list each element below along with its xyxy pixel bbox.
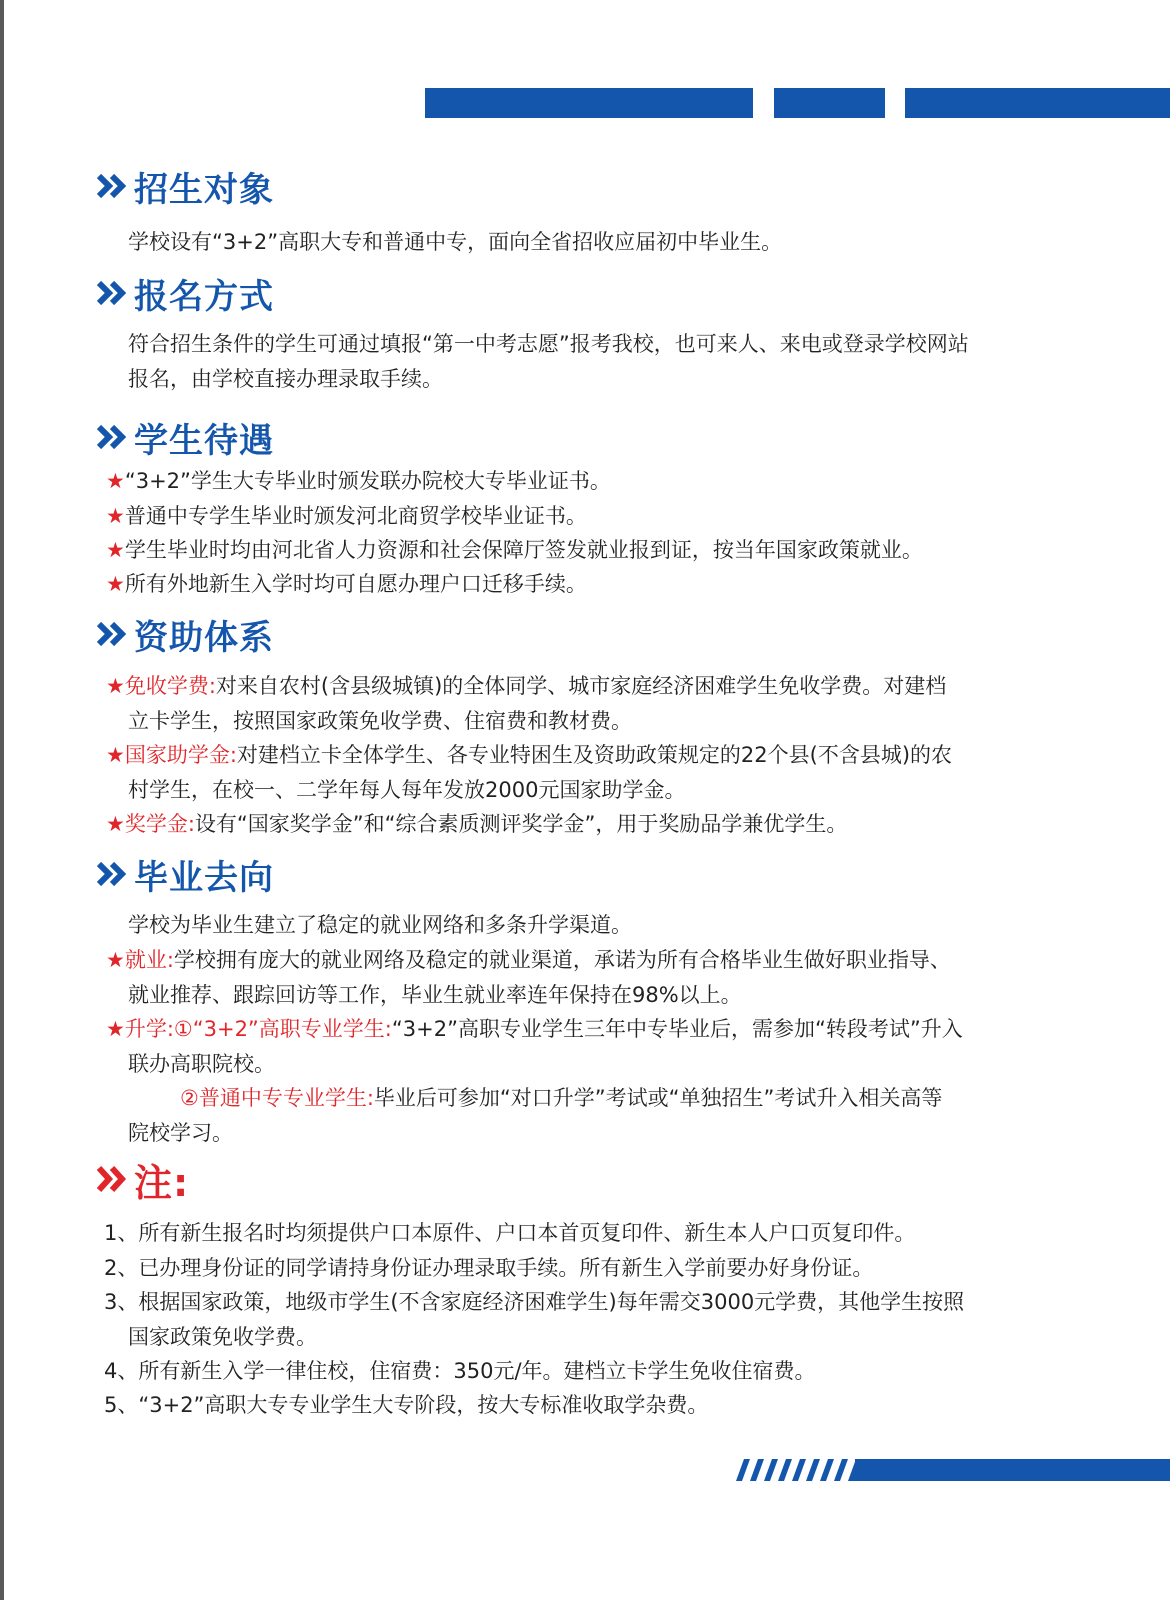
double-chevron-icon	[96, 621, 128, 647]
bottom-stripes-decor	[728, 1459, 858, 1481]
double-chevron-icon	[96, 424, 128, 450]
section-title: 毕业去向	[134, 857, 274, 898]
section-heading-financial-aid	[96, 610, 274, 658]
star-icon: ★	[106, 812, 125, 836]
star-icon: ★	[106, 1017, 125, 1041]
star-icon: ★	[106, 948, 125, 972]
section-heading-registration	[96, 269, 274, 317]
benefit-item: ★普通中专学生毕业时颁发河北商贸学校毕业证书。	[106, 504, 587, 528]
section-heading-student-benefits	[96, 413, 274, 461]
note-item: 2、已办理身份证的同学请持身份证办理录取手续。所有新生入学前要办好身份证。	[104, 1256, 874, 1280]
note-item: 5、“3+2”高职大专专业学生大专阶段，按大专标准收取学杂费。	[104, 1393, 709, 1417]
aid-item-tuition-waiver: ★免收学费:对来自农村(含县级城镇)的全体同学、城市家庭经济困难学生免收学费。对建档 立卡学生，按照国家政策免收学费、住宿费和教材费。	[106, 674, 947, 733]
destination-sub-item-cont: 院校学习。	[128, 1121, 233, 1145]
page-left-edge	[0, 0, 4, 1600]
destination-item-further-study: ★升学:①“3+2”高职专业学生:“3+2”高职专业学生三年中专毕业后，需参加“转段考试”升入 联办高职院校。	[106, 1017, 963, 1076]
note-item: 3、根据国家政策，地级市学生(不含家庭经济困难学生)每年需交3000元学费，其他学生按照 国家政策免收学费。	[104, 1290, 965, 1349]
benefit-item: ★“3+2”学生大专毕业时颁发联办院校大专毕业证书。	[106, 469, 611, 493]
aid-item-national-grant: ★国家助学金:对建档立卡全体学生、各专业特困生及资助政策规定的22个县(不含县城)的农 村学生，在校一、二学年每人每年发放2000元国家助学金。	[106, 743, 953, 802]
note-item: 4、所有新生入学一律住校，住宿费：350元/年。建档立卡学生免收住宿费。	[104, 1359, 816, 1383]
section-intro: 学校为毕业生建立了稳定的就业网络和多条升学渠道。	[128, 913, 632, 937]
bottom-decor-bar	[855, 1459, 1170, 1481]
benefit-item: ★学生毕业时均由河北省人力资源和社会保障厅签发就业报到证，按当年国家政策就业。	[106, 538, 923, 562]
star-icon: ★	[106, 504, 125, 528]
double-chevron-icon	[96, 1165, 128, 1193]
double-chevron-icon	[96, 280, 128, 306]
destination-item-employment: ★就业:学校拥有庞大的就业网络及稳定的就业渠道，承诺为所有合格毕业生做好职业指导、 就业推荐、跟踪回访等工作，毕业生就业率连年保持在98%以上。	[106, 948, 951, 1007]
section-title: 资助体系	[134, 617, 274, 658]
section-text-line-1: 符合招生条件的学生可通过填报“第一中考志愿”报考我校，也可来人、来电或登录学校网站	[128, 332, 969, 356]
top-decor-bar-2	[774, 88, 885, 118]
section-title: 注:	[134, 1160, 190, 1205]
top-decor-bar-1	[425, 88, 753, 118]
section-text-line-2: 报名，由学校直接办理录取手续。	[128, 367, 443, 391]
note-item: 1、所有新生报名时均须提供户口本原件、户口本首页复印件、新生本人户口页复印件。	[104, 1221, 916, 1245]
double-chevron-icon	[96, 861, 128, 887]
section-title: 报名方式	[134, 276, 274, 317]
section-heading-admission-target	[96, 162, 274, 210]
star-icon: ★	[106, 674, 125, 698]
section-title: 学生待遇	[134, 420, 274, 461]
destination-sub-item: ②普通中专专业学生:毕业后可参加“对口升学”考试或“单独招生”考试升入相关高等	[180, 1086, 943, 1110]
section-heading-graduate-destination	[96, 850, 274, 898]
section-heading-notes	[96, 1155, 189, 1203]
section-text: 学校设有“3+2”高职大专和普通中专，面向全省招收应届初中毕业生。	[128, 230, 783, 254]
benefit-item: ★所有外地新生入学时均可自愿办理户口迁移手续。	[106, 572, 587, 596]
top-decor-bar-3	[905, 88, 1170, 118]
star-icon: ★	[106, 743, 125, 767]
star-icon: ★	[106, 538, 125, 562]
star-icon: ★	[106, 572, 125, 596]
section-title: 招生对象	[134, 169, 274, 210]
star-icon: ★	[106, 469, 125, 493]
double-chevron-icon	[96, 173, 128, 199]
aid-item-scholarship: ★奖学金:设有“国家奖学金”和“综合素质测评奖学金”，用于奖励品学兼优学生。	[106, 812, 848, 836]
